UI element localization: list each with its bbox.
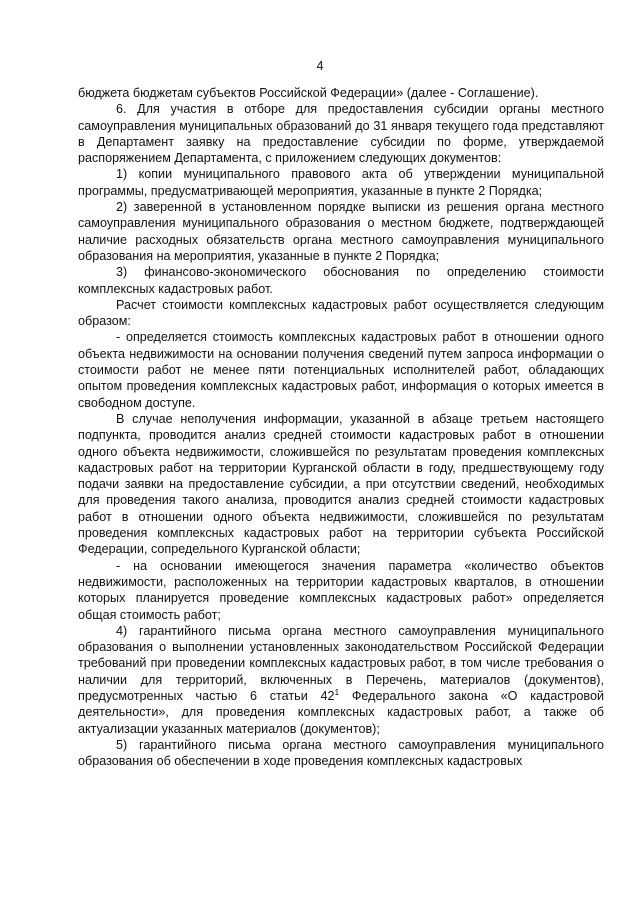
footnote-superscript: 1	[334, 687, 340, 697]
page-number: 4	[316, 59, 324, 73]
paragraph-5: 3) финансово-экономического обоснования по определению стоимости комплексных кадастровых работ.	[78, 265, 604, 296]
paragraph-10-head: 4) гарантийного письма органа местного самоуправления муниципального образования о выполнении установленных законодательством Российской Федерации требований при проведении комплексных кадастровых работ, в том числе требования о наличии для территорий, включенных в Перечень, материалов (документов), предусмотренных частью 6 статьи 42	[78, 623, 604, 703]
paragraph-8: В случае неполучения информации, указанной в абзаце третьем настоящего подпункта, проводится анализ средней стоимости кадастровых работ в отношении одного объекта недвижимости, сложившейся по результатам проведения комплексных кадастровых работ на территории Курганской области в году, предшествующему году подачи заявки на предоставление субсидии, а при отсутствии сведений, необходимых для проведения такого анализа, проводится анализ средней стоимости кадастровых работ в отношении одного объекта недвижимости, сложившейся по результатам проведения комплексных кадастровых работ на территории субъекта Российской Федерации, сопредельного Курганской области;	[78, 411, 604, 557]
paragraph-9: - на основании имеющегося значения параметра «количество объектов недвижимости, расположенных на территории кадастровых кварталов, в отношении которых планируется проведение комплексных кадастровых работ» определяется общая стоимость работ;	[78, 558, 604, 622]
paragraph-3: 1) копии муниципального правового акта об утверждении муниципальной программы, предусматривающей мероприятия, указанные в пункте 2 Порядка;	[78, 167, 604, 198]
document-body	[78, 85, 604, 769]
paragraph-7: - определяется стоимость комплексных кадастровых работ в отношении одного объекта недвижимости на основании получения сведений путем запроса информации о стоимости работ не менее пяти потенциальных исполнителей работ, обладающих опытом проведения комплексных кадастровых работ, информация о которых имеется в свободном доступе.	[78, 330, 604, 410]
paragraph-2: 6. Для участия в отборе для предоставления субсидии органы местного самоуправления муниципальных образований до 31 января текущего года представляют в Департамент заявку на предоставление субсидии по форме, утверждаемой распоряжением Департамента, с приложением следующих документов:	[78, 102, 604, 166]
paragraph-4: 2) заверенной в установленном порядке выписки из решения органа местного самоуправления муниципального образования о местном бюджете, подтверждающей наличие расходных обязательств органа местного самоуправления муниципального образования на мероприятия, указанные в пункте 2 Порядка;	[78, 200, 604, 263]
paragraph-10	[78, 623, 604, 737]
paragraph-10-tail: Федерального закона «О кадастровой деятельности», для проведения комплексных кадастровых работ, а также об актуализации указанных материалов (документов);	[78, 688, 605, 736]
paragraph-6: Расчет стоимости комплексных кадастровых работ осуществляется следующим образом:	[78, 297, 604, 329]
paragraph-1: бюджета бюджетам субъектов Российской Федерации» (далее - Соглашение).	[78, 86, 539, 100]
paragraph-11: 5) гарантийного письма органа местного самоуправления муниципального образования об обеспечении в ходе проведения комплексных кадастровых	[78, 737, 604, 769]
